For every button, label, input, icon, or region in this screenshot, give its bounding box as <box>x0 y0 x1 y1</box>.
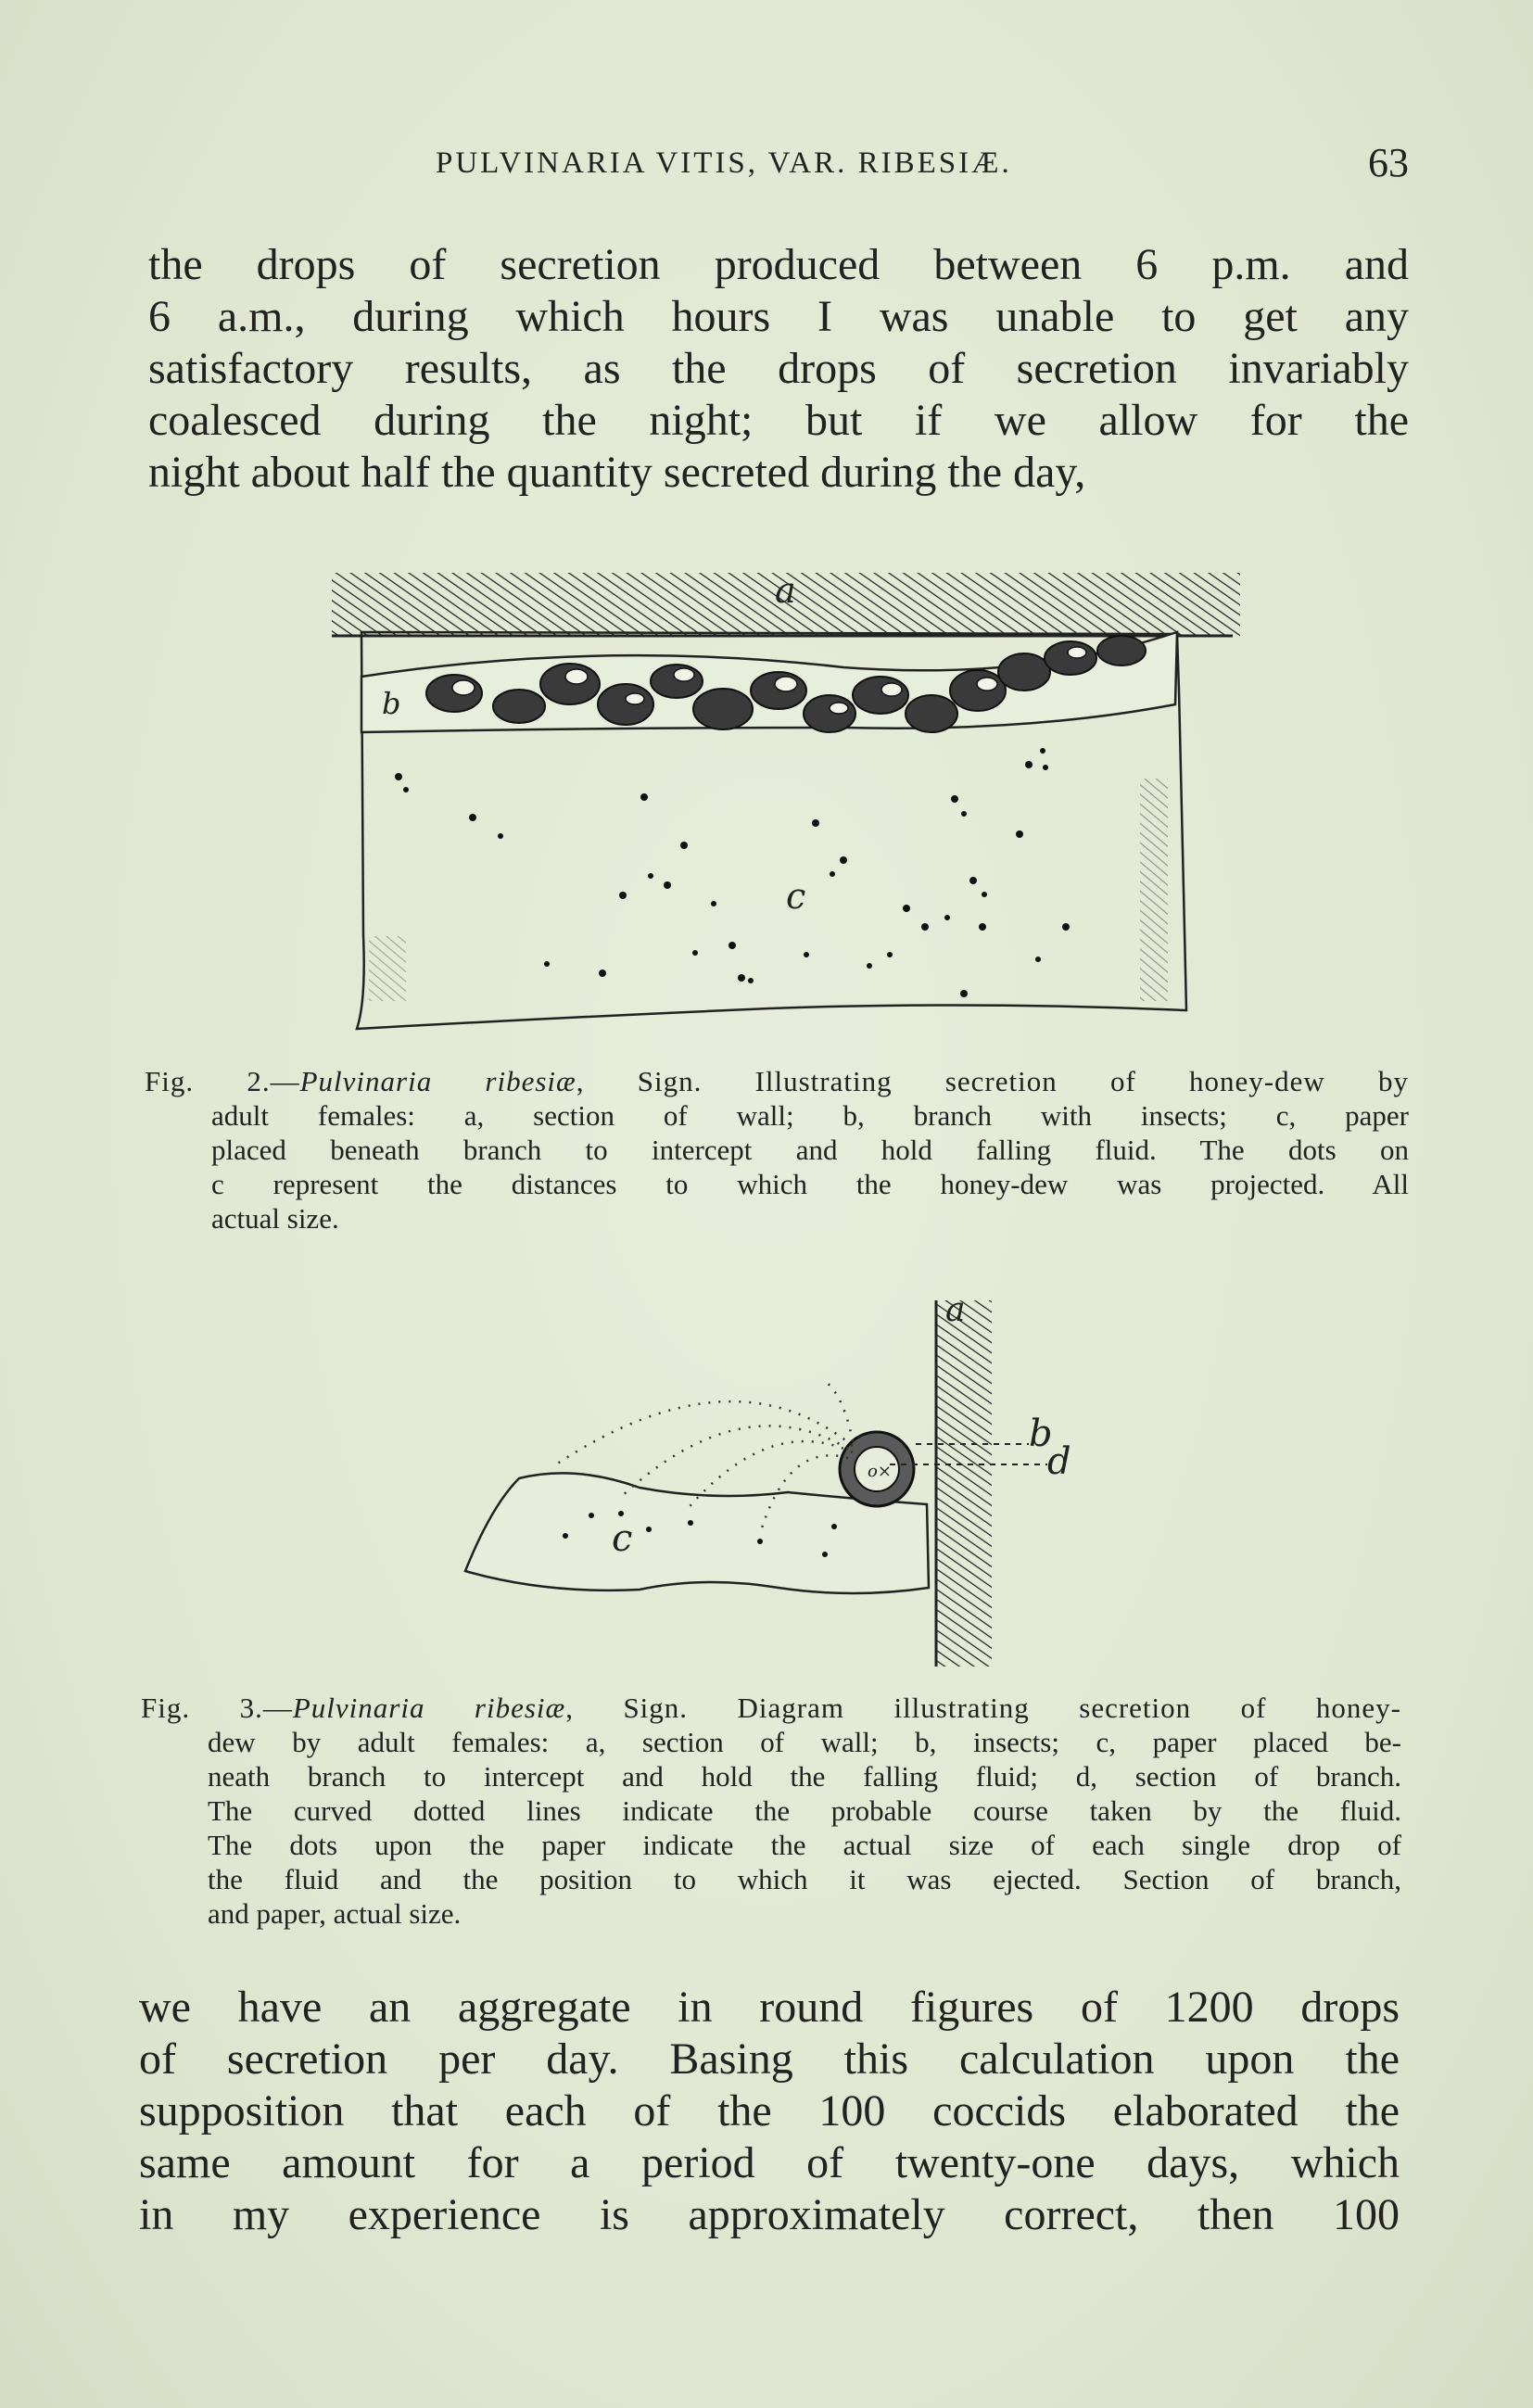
running-head: PULVINARIA VITIS, VAR. RIBESIÆ. <box>436 146 1012 180</box>
figure-number: Fig. 2. <box>145 1065 271 1097</box>
text-line: same amount for a period of twenty-one days, which <box>139 2138 1400 2187</box>
caption-line: adult females: a, section of wall; b, branch with insects; c, paper <box>211 1099 1409 1132</box>
text-line: we have an aggregate in round figures of 1200 drops <box>139 1983 1400 2032</box>
caption-line: neath branch to intercept and hold the falling fluid; d, section of branch. <box>208 1760 1401 1793</box>
text-line: coalesced during the night; but if we allow for the <box>148 396 1409 445</box>
figure-2-illustration <box>324 565 1242 1038</box>
taxon-name: Pulvinaria ribesiæ <box>299 1065 576 1097</box>
paragraph-top <box>148 239 1409 499</box>
caption-line: actual size. <box>211 1202 339 1235</box>
text-line: of secretion per day. Basing this calculation upon the <box>139 2034 1400 2084</box>
figure-3-caption <box>141 1691 1401 1931</box>
taxon-name: Pulvinaria ribesiæ <box>292 1692 566 1724</box>
caption-line: placed beneath branch to intercept and hold falling fluid. The dots on <box>211 1134 1409 1166</box>
text-line: the drops of secretion produced between 6 p.m. and <box>148 240 1409 289</box>
caption-line: the fluid and the position to which it was ejected. Section of branch, <box>208 1863 1401 1895</box>
text-line: satisfactory results, as the drops of secretion invariably <box>148 344 1409 393</box>
figure-3-label-a: a <box>945 1293 966 1329</box>
caption-line: and paper, actual size. <box>208 1897 462 1930</box>
caption-line: The curved dotted lines indicate the probable course taken by the fluid. <box>208 1794 1401 1827</box>
caption-line: Fig. 2.—Pulvinaria ribesiæ, Sign. Illustrating secretion of honey-dew by <box>145 1065 1409 1097</box>
figure-2-caption <box>145 1064 1409 1236</box>
figure-3-label-d: d <box>1047 1440 1071 1483</box>
text-line: night about half the quantity secreted during the day, <box>148 448 1086 497</box>
figure-3-label-c: c <box>612 1517 633 1560</box>
caption-line: The dots upon the paper indicate the actual size of each single drop of <box>208 1829 1401 1861</box>
paper-shading <box>1140 779 1168 1001</box>
paper-shading <box>369 936 406 1001</box>
svg-text:o×: o× <box>868 1462 892 1481</box>
caption-line: Fig. 3.—Pulvinaria ribesiæ, Sign. Diagram illustrating secretion of honey- <box>141 1692 1402 1724</box>
page-number: 63 <box>1368 140 1409 185</box>
text-line: 6 a.m., during which hours I was unable to get any <box>148 292 1409 341</box>
honey-dew-drops <box>395 748 1070 997</box>
text-line: in my experience is approximately correct, then 100 <box>139 2190 1400 2239</box>
page-header <box>148 139 1409 195</box>
figure-3-label-b: b <box>1029 1413 1053 1455</box>
caption-line: dew by adult females: a, section of wall; b, insects; c, paper placed be- <box>208 1726 1401 1758</box>
figure-2-label-a: a <box>775 570 796 611</box>
branch-section <box>840 1432 914 1506</box>
figure-2-label-c: c <box>786 876 806 917</box>
text-line: supposition that each of the 100 coccids elaborated the <box>139 2086 1400 2136</box>
figure-3-illustration <box>454 1293 1121 1673</box>
paragraph-bottom <box>139 1982 1400 2241</box>
wall-section <box>936 1300 992 1667</box>
figure-number: Fig. 3. <box>141 1692 263 1724</box>
figure-2-label-b: b <box>382 686 401 721</box>
caption-line: c represent the distances to which the honey-dew was projected. All <box>211 1168 1409 1200</box>
branch-with-insects <box>361 632 1177 732</box>
